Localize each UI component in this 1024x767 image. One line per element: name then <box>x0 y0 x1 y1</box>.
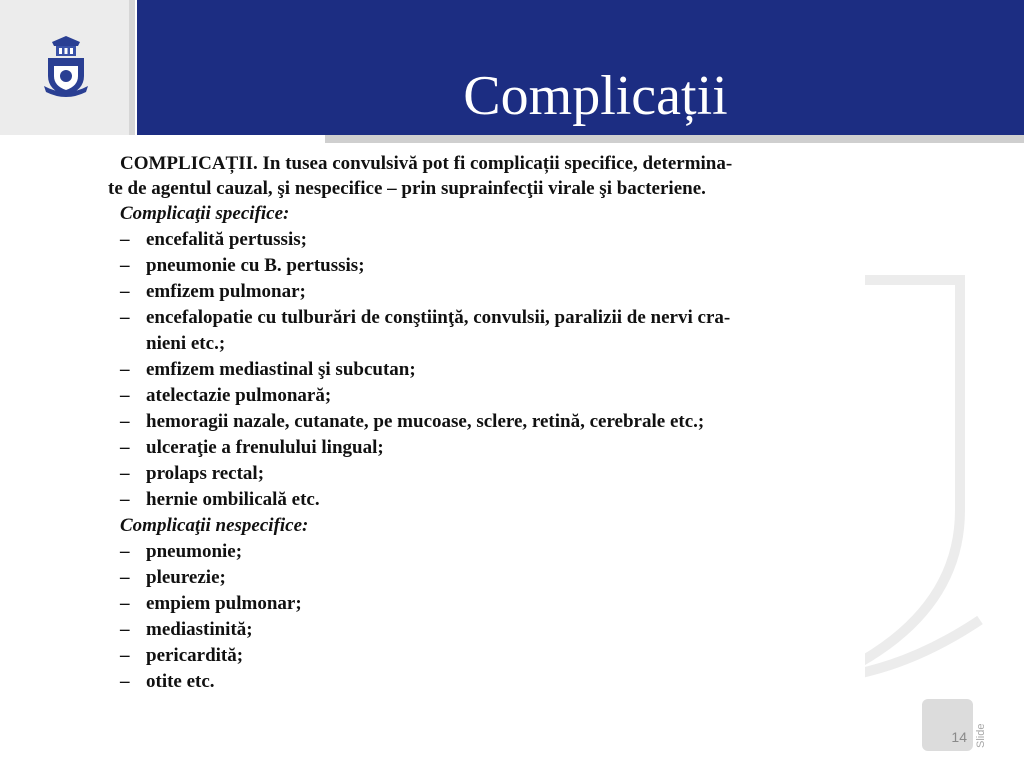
list-item: – emfizem pulmonar; <box>120 281 306 302</box>
list-item: – hernie ombilicală etc. <box>120 489 320 510</box>
specific-heading: Complicaţii specifice: <box>120 203 290 224</box>
list-item: – prolaps rectal; <box>120 463 265 484</box>
header-band <box>137 0 1024 135</box>
logo-panel-edge <box>129 0 135 135</box>
scanned-document <box>108 144 865 700</box>
list-item: – encefalopatie cu tulburări de conştiinţă, convulsii, paralizii de nervi cra- <box>120 307 731 328</box>
list-item: – ulceraţie a frenulului lingual; <box>120 437 384 458</box>
list-item: – mediastinită; <box>120 619 253 640</box>
list-item: – otite etc. <box>120 671 215 692</box>
intro-line-2: te de agentul cauzal, şi nespecifice – prin suprainfecţii virale şi bacteriene. <box>108 178 706 199</box>
slide-number-box <box>922 699 973 751</box>
list-item: – hemoragii nazale, cutanate, pe mucoase, sclere, retină, cerebrale etc.; <box>120 411 705 432</box>
logo-panel <box>0 0 135 135</box>
intro-line-1 <box>120 152 732 176</box>
nonspecific-heading: Complicaţii nespecifice: <box>120 515 309 536</box>
list-item: – pleurezie; <box>120 567 226 588</box>
list-item: – encefalită pertussis; <box>120 229 307 250</box>
slide-number: 14 <box>951 729 967 745</box>
list-item: – atelectazie pulmonară; <box>120 385 332 406</box>
slide-title: Complicații <box>463 65 728 127</box>
header-underline <box>325 135 1024 143</box>
university-crest-icon <box>42 36 90 100</box>
intro-text-1: In tusea convulsivă pot fi complicații specifice, determina- <box>257 153 733 174</box>
intro-heading: COMPLICAȚII. <box>120 153 258 174</box>
list-item: – emfizem mediastinal şi subcutan; <box>120 359 416 380</box>
list-item: – empiem pulmonar; <box>120 593 302 614</box>
list-item: – pericardită; <box>120 645 244 666</box>
slide-label: Slide <box>975 723 987 748</box>
list-item-continuation: nieni etc.; <box>146 333 226 354</box>
list-item: – pneumonie; <box>120 541 243 562</box>
list-item: – pneumonie cu B. pertussis; <box>120 255 365 276</box>
